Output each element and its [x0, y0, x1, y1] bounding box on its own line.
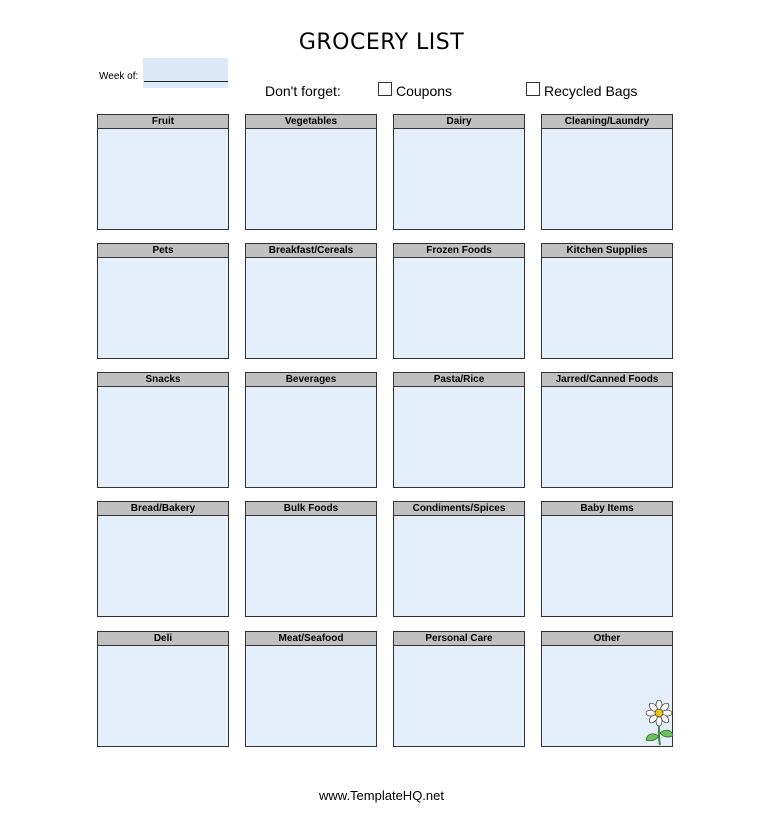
category-box-condiments-spices[interactable]: [393, 501, 525, 617]
category-header: Beverages: [246, 373, 376, 387]
category-header: Bread/Bakery: [98, 502, 228, 516]
category-header: Cleaning/Laundry: [542, 115, 672, 129]
category-box-meat-seafood[interactable]: [245, 631, 377, 747]
category-box-bread-bakery[interactable]: [97, 501, 229, 617]
category-box-breakfast-cereals[interactable]: [245, 243, 377, 359]
category-box-dairy[interactable]: [393, 114, 525, 230]
coupons-label: Coupons: [396, 83, 453, 99]
dont-forget-label: Don't forget:: [265, 83, 341, 99]
category-header: Snacks: [98, 373, 228, 387]
category-box-frozen-foods[interactable]: [393, 243, 525, 359]
week-of-field[interactable]: [143, 58, 228, 88]
week-of-label: Week of:: [99, 71, 139, 82]
category-box-kitchen-supplies[interactable]: [541, 243, 673, 359]
category-header: Vegetables: [246, 115, 376, 129]
category-header: Kitchen Supplies: [542, 244, 672, 258]
category-header: Frozen Foods: [394, 244, 524, 258]
footer-url[interactable]: www.TemplateHQ.net: [319, 788, 444, 803]
category-header: Baby Items: [542, 502, 672, 516]
flower-icon: [642, 700, 676, 746]
coupons-checkbox[interactable]: [378, 82, 392, 96]
category-box-personal-care[interactable]: [393, 631, 525, 747]
category-box-bulk-foods[interactable]: [245, 501, 377, 617]
category-box-vegetables[interactable]: [245, 114, 377, 230]
category-box-baby-items[interactable]: [541, 501, 673, 617]
category-box-pasta-rice[interactable]: [393, 372, 525, 488]
category-header: Other: [542, 632, 672, 646]
category-box-fruit[interactable]: [97, 114, 229, 230]
category-box-deli[interactable]: [97, 631, 229, 747]
page-title: GROCERY LIST: [298, 30, 465, 55]
category-box-pets[interactable]: [97, 243, 229, 359]
category-header: Fruit: [98, 115, 228, 129]
category-box-cleaning-laundry[interactable]: [541, 114, 673, 230]
category-header: Dairy: [394, 115, 524, 129]
category-header: Bulk Foods: [246, 502, 376, 516]
category-header: Breakfast/Cereals: [246, 244, 376, 258]
category-box-jarred-canned-foods[interactable]: [541, 372, 673, 488]
category-header: Pasta/Rice: [394, 373, 524, 387]
category-header: Condiments/Spices: [394, 502, 524, 516]
recycled-bags-label: Recycled Bags: [544, 83, 638, 99]
category-header: Meat/Seafood: [246, 632, 376, 646]
category-header: Deli: [98, 632, 228, 646]
category-header: Pets: [98, 244, 228, 258]
category-header: Personal Care: [394, 632, 524, 646]
category-box-beverages[interactable]: [245, 372, 377, 488]
recycled-bags-checkbox[interactable]: [526, 82, 540, 96]
week-of-underline: [144, 81, 228, 82]
category-box-snacks[interactable]: [97, 372, 229, 488]
category-header: Jarred/Canned Foods: [542, 373, 672, 387]
